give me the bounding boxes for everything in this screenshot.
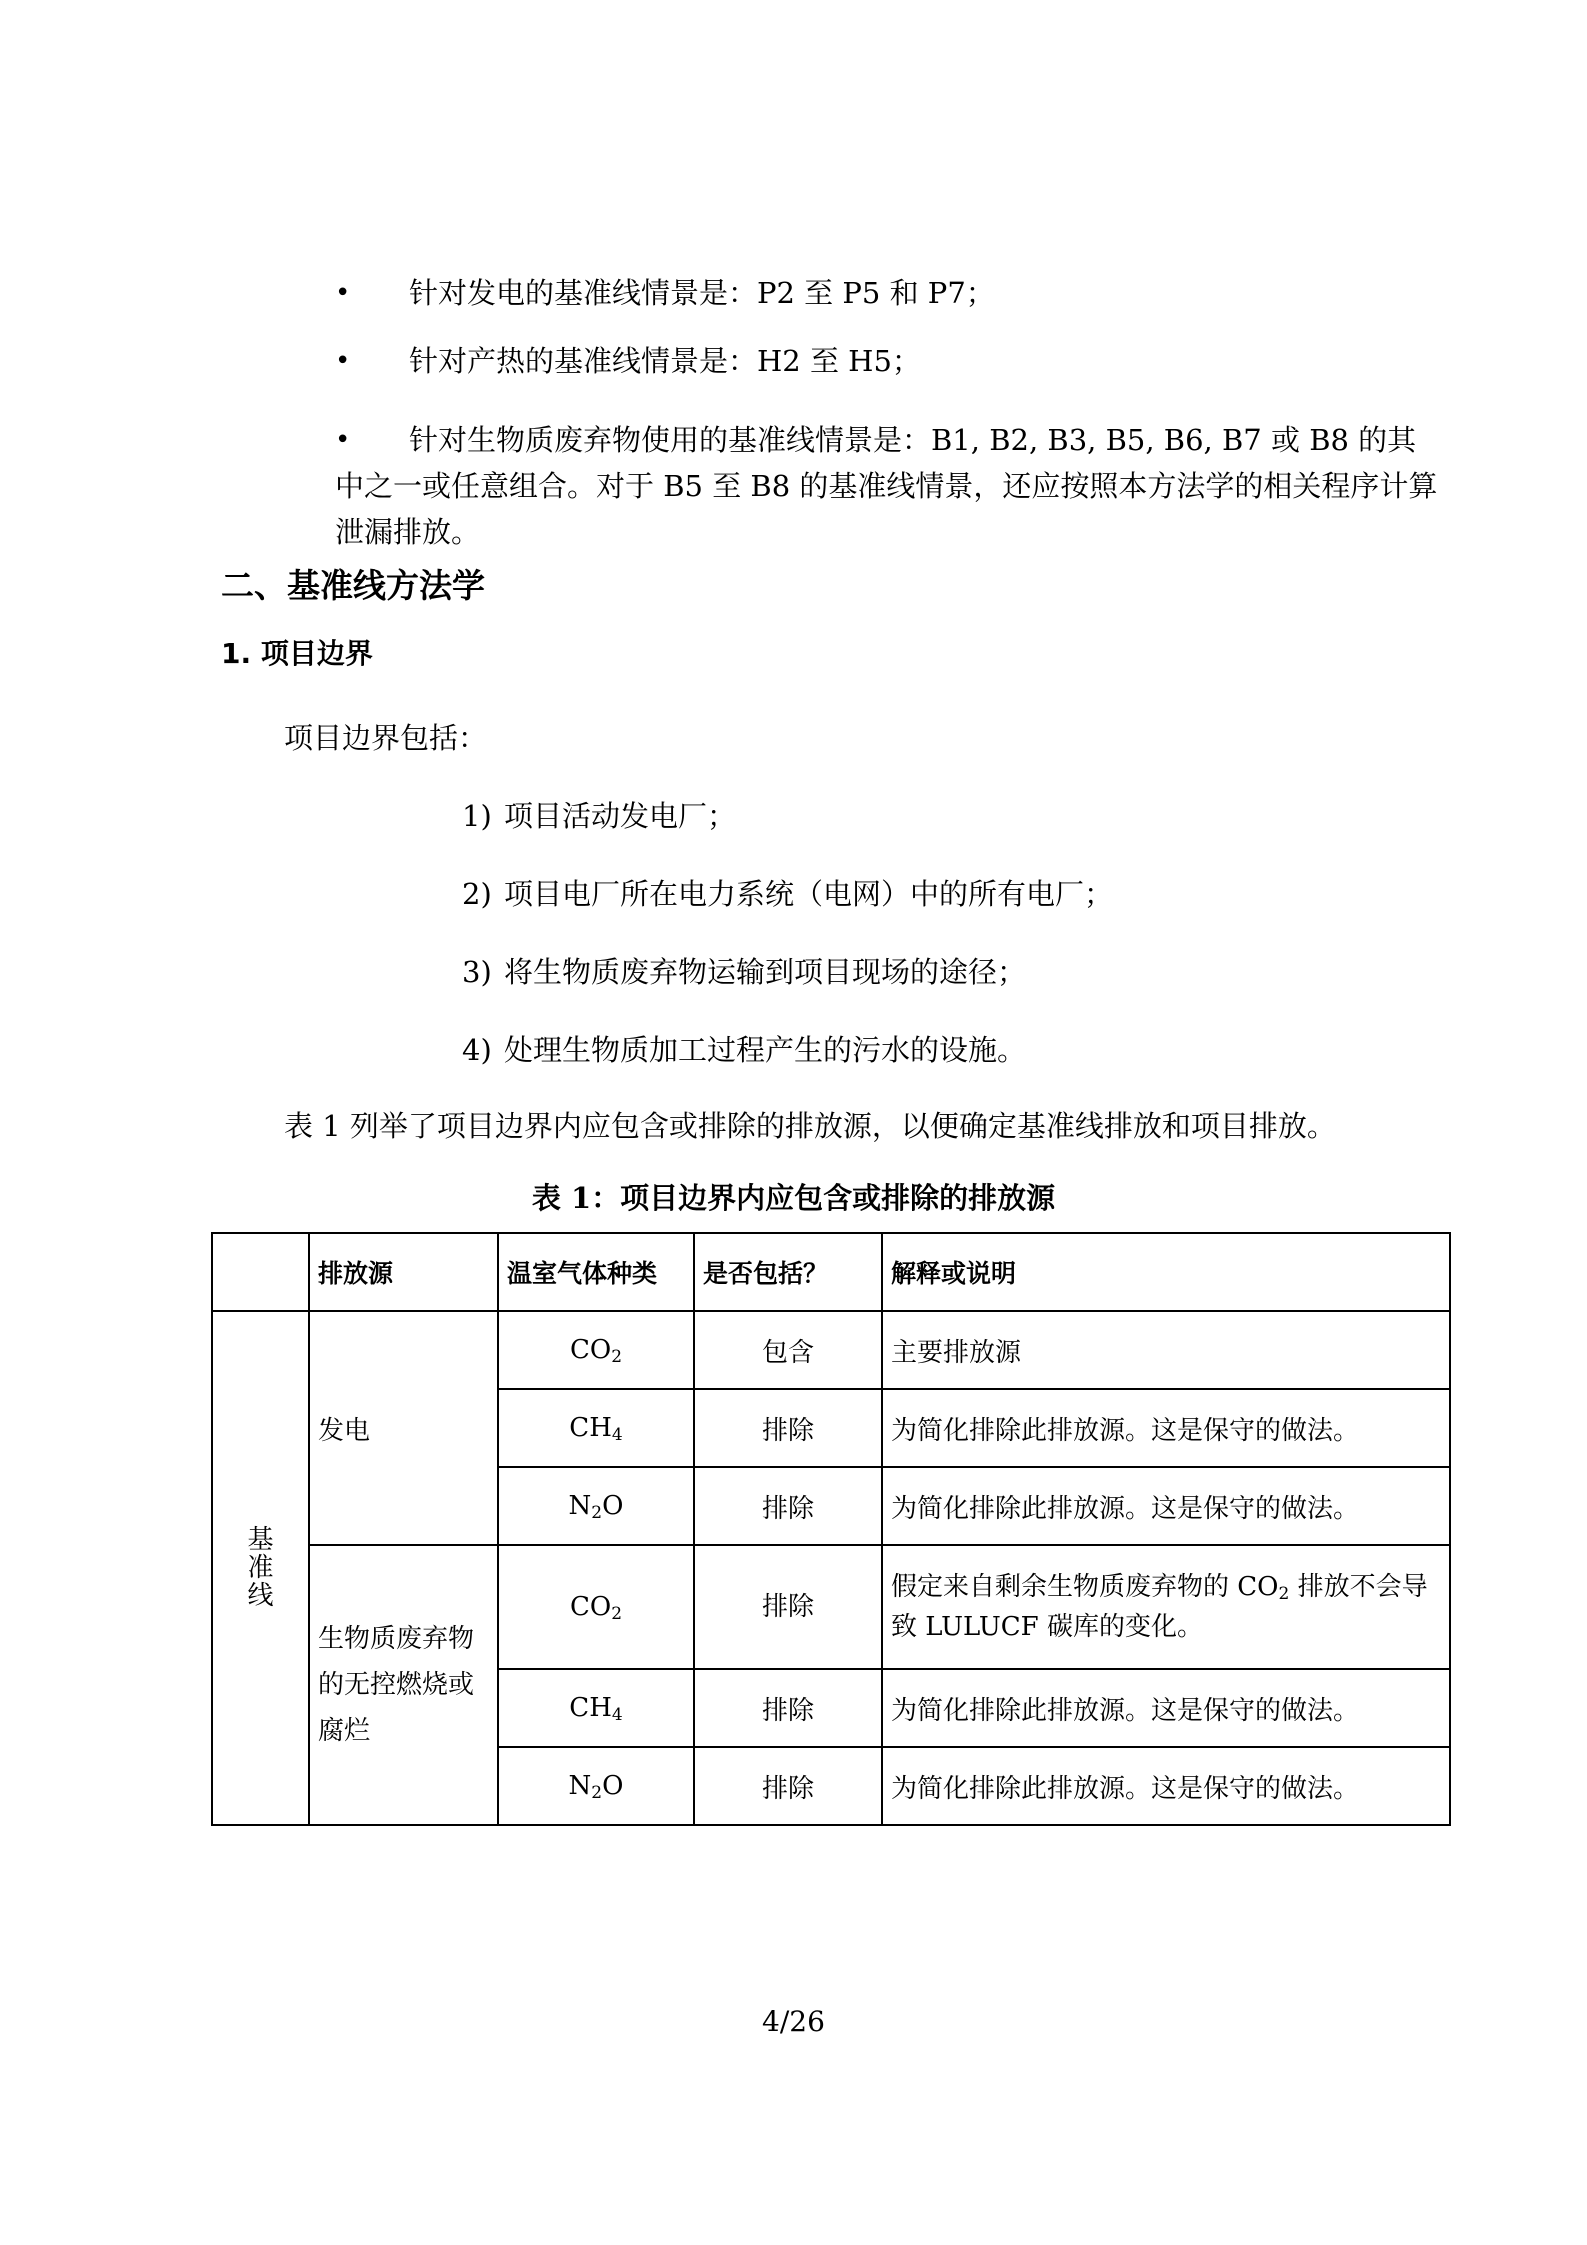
boundary-item <box>462 1028 1026 1069</box>
item-text: 将生物质废弃物运输到项目现场的途径； <box>504 955 1027 989</box>
item-text: 项目电厂所在电力系统（电网）中的所有电厂； <box>504 877 1114 911</box>
explanation-cell: 为简化排除此排放源。这是保守的做法。 <box>882 1467 1450 1545</box>
subsection-title: 1. 项目边界 <box>221 637 373 670</box>
header-cell: 解释或说明 <box>882 1233 1450 1311</box>
included-cell: 排除 <box>694 1389 882 1467</box>
bullet-item <box>335 270 1445 316</box>
bullet-text: 针对发电的基准线情景是：P2 至 P5 和 P7； <box>409 276 995 310</box>
explanation-cell: 假定来自剩余生物质废弃物的 $CO_2$ 排放不会导致 LULUCF 碳库的变化。 <box>882 1545 1450 1669</box>
bullet-text: 针对生物质废弃物使用的基准线情景是：B1, B2, B3, B5, B6, B7 或 B8 的其中之一或任意组合。对于 B5 至 B8 的基准线情景，还应按照本方法学的相关程序计算泄漏排放。 <box>335 423 1438 549</box>
included-cell: 排除 <box>694 1545 882 1669</box>
header-cell: 排放源 <box>309 1233 498 1311</box>
header-cell: 是否包括？ <box>694 1233 882 1311</box>
boundary-item <box>462 794 736 835</box>
item-number: 1) <box>462 799 492 833</box>
header-cell: 温室气体种类 <box>498 1233 694 1311</box>
gas-cell: $CO_2$ <box>498 1545 694 1669</box>
item-number: 2) <box>462 877 492 911</box>
explanation-cell: 为简化排除此排放源。这是保守的做法。 <box>882 1747 1450 1825</box>
boundary-item <box>462 872 1113 913</box>
bullet-text: 针对产热的基准线情景是：H2 至 H5； <box>409 344 921 378</box>
gas-cell: $CH_4$ <box>498 1669 694 1747</box>
explanation-cell: 为简化排除此排放源。这是保守的做法。 <box>882 1669 1450 1747</box>
emission-sources-table <box>211 1232 1451 1826</box>
included-cell: 排除 <box>694 1669 882 1747</box>
item-text: 项目活动发电厂； <box>504 799 737 833</box>
boundary-intro: 项目边界包括： <box>284 721 488 755</box>
gas-cell: $CO_2$ <box>498 1311 694 1389</box>
page-number: 4/26 <box>762 2005 825 2038</box>
table-header-row <box>212 1233 1450 1311</box>
included-cell: 包含 <box>694 1311 882 1389</box>
baseline-group-cell: 基 准 线 <box>212 1311 309 1825</box>
source-cell: 生物质废弃物的无控燃烧或腐烂 <box>309 1545 498 1825</box>
table-intro: 表 1 列举了项目边界内应包含或排除的排放源，以便确定基准线排放和项目排放。 <box>284 1109 1336 1143</box>
gas-cell: $N_2O$ <box>498 1747 694 1825</box>
source-cell: 发电 <box>309 1311 498 1545</box>
explanation-cell: 主要排放源 <box>882 1311 1450 1389</box>
boundary-item <box>462 950 1026 991</box>
explanation-cell: 为简化排除此排放源。这是保守的做法。 <box>882 1389 1450 1467</box>
header-cell <box>212 1233 309 1311</box>
gas-cell: $CH_4$ <box>498 1389 694 1467</box>
included-cell: 排除 <box>694 1467 882 1545</box>
table-row <box>212 1311 1450 1389</box>
bullet-symbol: • <box>335 346 351 376</box>
item-number: 3) <box>462 955 492 989</box>
bullet-item <box>335 417 1445 555</box>
bullet-symbol: • <box>335 425 351 455</box>
gas-cell: $N_2O$ <box>498 1467 694 1545</box>
section-title: 二、基准线方法学 <box>221 566 485 605</box>
bullet-item <box>335 338 1445 384</box>
item-number: 4) <box>462 1033 492 1067</box>
item-text: 处理生物质加工过程产生的污水的设施。 <box>504 1033 1027 1067</box>
included-cell: 排除 <box>694 1747 882 1825</box>
table-caption: 表 1：项目边界内应包含或排除的排放源 <box>531 1181 1056 1215</box>
table-row <box>212 1545 1450 1669</box>
bullet-symbol: • <box>335 278 351 308</box>
